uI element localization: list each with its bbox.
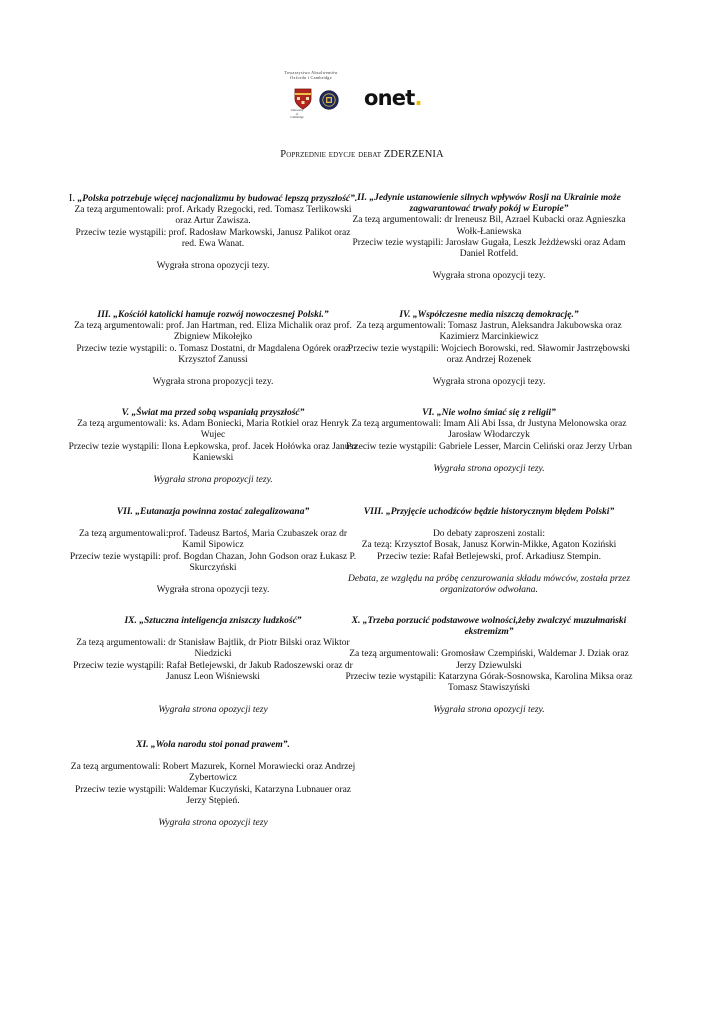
debate-for: Za tezą argumentowali: Tomasz Jastrun, Aleksandra Jakubowska oraz Kazimierz Marcinkiewicz bbox=[356, 321, 622, 343]
oxford-seal-icon bbox=[319, 90, 339, 110]
debate-9 bbox=[68, 616, 358, 716]
debate-result: Wygrała strona opozycji tezy. bbox=[156, 261, 270, 272]
debate-number: I. bbox=[68, 192, 76, 204]
debate-result: Wygrała strona propozycji tezy. bbox=[153, 475, 273, 486]
debate-for: Za tezą argumentowali: Gromosław Czempiński, Waldemar J. Dziak oraz Jerzy Dziewulski bbox=[349, 649, 629, 671]
header-logos bbox=[0, 70, 724, 118]
debate-title: VIII. „Przyjęcie uchodźców będzie historycznym błędem Polski” bbox=[363, 507, 615, 517]
debate-against: Przeciw tezie: Rafał Betlejewski, prof. Arkadiusz Stempin. bbox=[377, 551, 601, 562]
debate-11 bbox=[68, 740, 358, 829]
cambridge-label: University of Cambridge bbox=[290, 108, 304, 119]
page-title bbox=[0, 149, 724, 160]
debate-result: Wygrała strona opozycji tezy bbox=[158, 818, 268, 829]
debate-result: Wygrała strona opozycji tezy. bbox=[433, 705, 545, 716]
debate-result: Wygrała strona opozycji tezy. bbox=[432, 377, 546, 388]
debate-against: Przeciw tezie wystąpili: prof. Radosław Markowski, Janusz Palikot oraz red. Ewa Wanat. bbox=[75, 227, 351, 249]
debate-for: Za tezą argumentowali: prof. Jan Hartman, red. Eliza Michalik oraz prof. Zbigniew Mikołejko bbox=[74, 321, 352, 343]
society-name-line-2: Oxfordu i Cambridge bbox=[290, 75, 332, 80]
debate-title: XI. „Wola narodu stoi ponad prawem”. bbox=[136, 740, 290, 750]
debate-result: Debata, ze względu na próbę cenzurowania składu mówców, została przez organizatorów odwołana. bbox=[347, 573, 631, 596]
society-name bbox=[283, 70, 339, 80]
debate-against: Przeciw tezie wystąpili: prof. Bogdan Chazan, John Godson oraz Łukasz P. Skurczyński bbox=[69, 551, 357, 573]
page-title-name: ZDERZENIA bbox=[383, 149, 444, 160]
debate-against: Przeciw tezie wystąpili: o. Tomasz Dostatni, dr Magdalena Ogórek oraz Krzysztof Zanussi bbox=[76, 343, 350, 365]
debate-against: Przeciw tezie wystąpili: Ilona Łepkowska, prof. Jacek Hołówka oraz Janusz Kaniewski bbox=[68, 441, 358, 463]
debate-invited: Do debaty zaproszeni zostali: bbox=[432, 529, 546, 540]
debate-result: Wygrała strona opozycji tezy bbox=[158, 705, 268, 716]
debate-for: Za tezą argumentowali: dr Ireneusz Bil, Azrael Kubacki oraz Agnieszka Wołk-Łaniewska bbox=[352, 215, 626, 237]
debate-1 bbox=[68, 193, 358, 272]
debate-10 bbox=[344, 616, 634, 716]
debate-title: V. „Świat ma przed sobą wspaniałą przyszłość” bbox=[121, 408, 305, 418]
debate-8 bbox=[344, 507, 634, 596]
debate-for: Za tezą argumentowali: Robert Mazurek, Kornel Morawiecki oraz Andrzej Zybertowicz bbox=[70, 762, 356, 784]
debate-for: Za tezą argumentowali: prof. Arkady Rzegocki, red. Tomasz Terlikowski oraz Artur Zawisza. bbox=[74, 205, 352, 227]
debate-4 bbox=[344, 310, 634, 388]
debate-title: IX. „Sztuczna inteligencja zniszczy ludzkość” bbox=[124, 616, 302, 626]
debate-title bbox=[68, 193, 358, 205]
debate-against: Przeciw tezie wystąpili: Jarosław Gugała, Leszk Jeżdżewski oraz Adam Daniel Rotfeld. bbox=[352, 237, 626, 260]
onet-logo-dot: . bbox=[414, 86, 422, 110]
debate-6 bbox=[344, 408, 634, 475]
debate-title: X. „Trzeba porzucić podstawowe wolności,żeby zwalczyć muzułmański ekstremizm” bbox=[351, 616, 627, 638]
onet-logo-text: onet bbox=[364, 86, 415, 110]
debate-against: Przeciw tezie wystąpili: Katarzyna Górak-Sosnowska, Karolina Miksa oraz Tomasz Stawiszyński bbox=[345, 671, 633, 694]
debate-title: IV. „Współczesne media niszczą demokrację.” bbox=[399, 310, 579, 320]
debate-3 bbox=[68, 310, 358, 388]
debate-5 bbox=[68, 408, 358, 486]
cambridge-shield-icon bbox=[294, 88, 312, 110]
debate-result: Wygrała strona opozycji tezy. bbox=[433, 463, 545, 474]
debate-against: Przeciw tezie wystąpili: Wojciech Borowski, red. Sławomir Jastrzębowski oraz Andrzej Rozenek bbox=[347, 343, 631, 365]
debate-against: Przeciw tezie wystąpili: Gabriele Lesser, Marcin Celiński oraz Jerzy Urban bbox=[345, 441, 633, 452]
debate-against: Przeciw tezie wystąpili: Waldemar Kuczyński, Katarzyna Lubnauer oraz Jerzy Stępień. bbox=[74, 784, 352, 806]
debate-result: Wygrała strona propozycji tezy. bbox=[152, 377, 274, 388]
page-title-smallcaps: Poprzednie edycje debat bbox=[280, 149, 382, 160]
debate-title: III. „Kościół katolicki hamuje rozwój nowoczesnej Polski.” bbox=[97, 310, 329, 320]
onet-logo bbox=[364, 86, 422, 110]
debate-against: Przeciw tezie wystąpili: Rafał Betlejewski, dr Jakub Radoszewski oraz dr Janusz Leon Wiśniewski bbox=[73, 660, 353, 682]
debate-title: VI. „Nie wolno śmiać się z religii” bbox=[422, 408, 556, 418]
debate-result: Wygrała strona opozycji tezy. bbox=[432, 271, 546, 282]
debate-2 bbox=[344, 193, 634, 282]
debate-for: Za tezą argumentowali:prof. Tadeusz Bartoś, Maria Czubaszek oraz dr Kamil Sipowicz bbox=[78, 529, 348, 551]
debate-title: II. „Jedynie ustanowienie silnych wpływów Rosji na Ukrainie może zagwarantować trwały pokój w Europie” bbox=[357, 193, 621, 215]
debate-title-text: „Polska potrzebuje więcej nacjonalizmu by budować lepszą przyszłość”. bbox=[77, 194, 358, 204]
debate-for: Za tezą: Krzysztof Bosak, Janusz Korwin-Mikke, Agaton Koziński bbox=[361, 540, 617, 551]
debate-for: Za tezą argumentowali: Imam Ali Abi Issa, dr Justyna Melonowska oraz Jarosław Włodarczyk bbox=[351, 419, 627, 441]
debate-result: Wygrała strona opozycji tezy. bbox=[156, 585, 270, 596]
debate-title: VII. „Eutanazja powinna zostać zalegalizowana” bbox=[116, 507, 310, 517]
debate-for: Za tezą argumentowali: ks. Adam Boniecki, Maria Rotkiel oraz Henryk Wujec bbox=[77, 419, 349, 441]
debate-7 bbox=[68, 507, 358, 596]
debate-for: Za tezą argumentowali: dr Stanisław Bajtlik, dr Piotr Bilski oraz Wiktor Niedzicki bbox=[76, 638, 350, 660]
society-name-line-1: Towarzystwo Absolwentów bbox=[284, 70, 338, 75]
